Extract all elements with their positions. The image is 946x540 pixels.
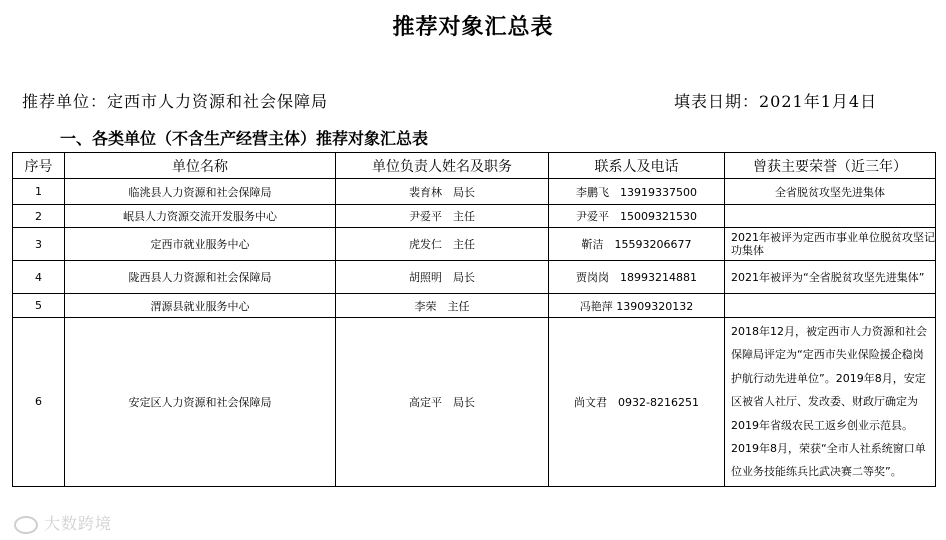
cell-contact: 尚文君 0932-8216251	[549, 318, 725, 487]
cell-unit: 定西市就业服务中心	[65, 228, 336, 261]
cell-no: 6	[13, 318, 65, 487]
cell-contact: 李鹏飞 13919337500	[549, 179, 725, 205]
header-honor: 曾获主要荣誉（近三年）	[725, 153, 936, 179]
header-no: 序号	[13, 153, 65, 179]
header-unit: 单位名称	[65, 153, 336, 179]
table-row	[13, 205, 936, 228]
cell-no: 2	[13, 205, 65, 228]
summary-table	[12, 152, 936, 487]
table-row	[13, 294, 936, 318]
cell-unit: 临洮县人力资源和社会保障局	[65, 179, 336, 205]
cell-no: 3	[13, 228, 65, 261]
watermark	[14, 511, 112, 534]
cell-honor: 全省脱贫攻坚先进集体	[725, 179, 936, 205]
fill-date-line: 填表日期：2021年1月4日	[674, 92, 878, 111]
recommender-line: 推荐单位：定西市人力资源和社会保障局	[22, 92, 329, 111]
table-row	[13, 228, 936, 261]
cell-unit: 陇西县人力资源和社会保障局	[65, 261, 336, 294]
cell-head: 胡照明 局长	[336, 261, 549, 294]
cell-honor	[725, 294, 936, 318]
cell-contact: 冯艳萍 13909320132	[549, 294, 725, 318]
table-row	[13, 261, 936, 294]
cell-head: 虎发仁 主任	[336, 228, 549, 261]
table-row	[13, 318, 936, 487]
watermark-text: 大数跨境	[44, 514, 113, 533]
cell-no: 1	[13, 179, 65, 205]
cell-contact: 靳洁 15593206677	[549, 228, 725, 261]
table-header-row	[13, 153, 936, 179]
cell-head: 李荣 主任	[336, 294, 549, 318]
cell-contact: 尹爱平 15009321530	[549, 205, 725, 228]
header-contact: 联系人及电话	[549, 153, 725, 179]
cell-unit: 渭源县就业服务中心	[65, 294, 336, 318]
cell-no: 4	[13, 261, 65, 294]
cell-head: 高定平 局长	[336, 318, 549, 487]
document-title: 推荐对象汇总表	[392, 15, 554, 40]
watermark-logo-icon	[14, 516, 38, 534]
cell-honor: 2021年被评为“全省脱贫攻坚先进集体”	[725, 261, 936, 294]
cell-no: 5	[13, 294, 65, 318]
cell-honor: 2018年12月，被定西市人力资源和社会保障局评定为“定西市失业保险援企稳岗护航行动先进单位”。2019年8月，安定区被省人社厅、发改委、财政厅确定为2019年省级农民工返乡创业示范县。2019年8月，荣获“全市人社系统窗口单位业务技能练兵比武决赛二等奖”。	[725, 318, 936, 487]
cell-head: 裴育林 局长	[336, 179, 549, 205]
cell-honor	[725, 205, 936, 228]
section-title: 一、各类单位（不含生产经营主体）推荐对象汇总表	[60, 129, 429, 148]
header-head: 单位负责人姓名及职务	[336, 153, 549, 179]
cell-contact: 贾岗岗 18993214881	[549, 261, 725, 294]
table-row	[13, 179, 936, 205]
cell-unit: 岷县人力资源交流开发服务中心	[65, 205, 336, 228]
cell-unit: 安定区人力资源和社会保障局	[65, 318, 336, 487]
cell-head: 尹爱平 主任	[336, 205, 549, 228]
cell-honor: 2021年被评为定西市事业单位脱贫攻坚记功集体	[725, 228, 936, 261]
